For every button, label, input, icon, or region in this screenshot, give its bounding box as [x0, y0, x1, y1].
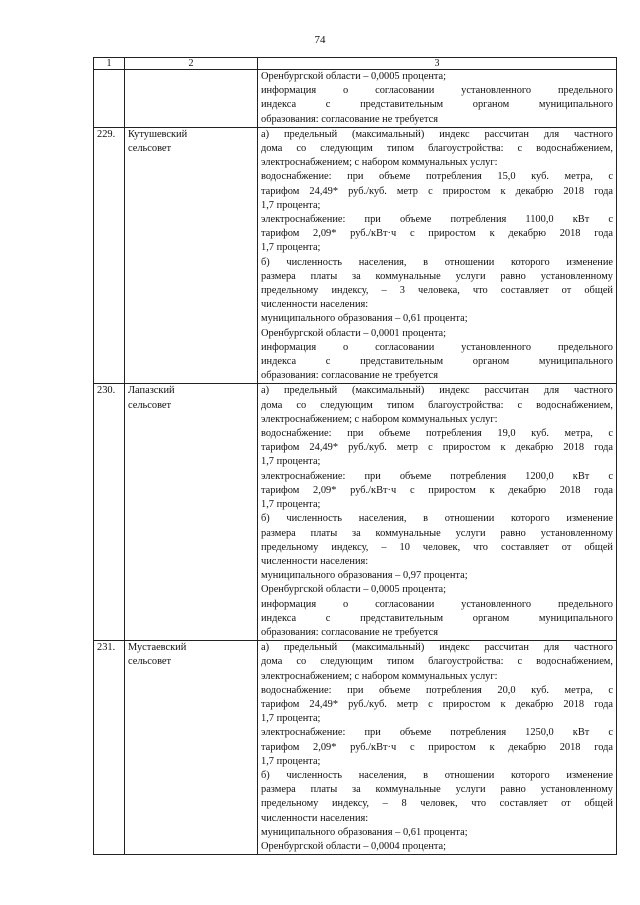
description-line: индекса с представительным органом муниципального: [261, 99, 613, 111]
municipality-name-line: Лапазский: [128, 385, 175, 397]
description-line: 1,7 процента;: [261, 713, 321, 725]
description-line: водоснабжение: при объеме потребления 19,0 куб. метра, с: [261, 428, 613, 440]
description-line: а) предельный (максимальный) индекс рассчитан для частного: [261, 385, 613, 397]
index-description: [258, 384, 617, 641]
municipality-name-line: сельсовет: [128, 143, 172, 155]
description-line: численности населения:: [261, 812, 369, 824]
description-line: размера платы за коммунальные услуги равно установленному: [261, 527, 613, 539]
row-number: 229.: [94, 127, 125, 384]
description-line: 1,7 процента;: [261, 456, 321, 468]
description-line: предельному индексу, – 3 человека, что составляет от общей: [261, 285, 613, 297]
table-row: [94, 70, 617, 128]
description-line: 1,7 процента;: [261, 755, 321, 767]
description-line: индекса с представительным органом муниципального: [261, 356, 613, 368]
header-col-1: 1: [94, 58, 125, 70]
table-row: [94, 641, 617, 855]
description-line: образования: согласование не требуется: [261, 626, 439, 638]
description-line: информация о согласовании установленного предельного: [261, 598, 613, 610]
municipality-name-line: сельсовет: [128, 656, 172, 668]
description-line: а) предельный (максимальный) индекс рассчитан для частного: [261, 128, 613, 140]
municipality-name: [125, 384, 258, 641]
description-line: муниципального образования – 0,97 процента;: [261, 570, 468, 582]
row-number: [94, 70, 125, 128]
description-line: тарифом 24,49* руб./куб. метр с приростом к декабрю 2018 года: [261, 698, 613, 710]
table-row: [94, 384, 617, 641]
description-line: тарифом 24,49* руб./куб. метр с приростом к декабрю 2018 года: [261, 185, 613, 197]
description-line: тарифом 24,49* руб./куб. метр с приростом к декабрю 2018 года: [261, 442, 613, 454]
table-body: [94, 58, 617, 855]
description-line: тарифом 2,09* руб./кВт·ч с приростом к декабрю 2018 года: [261, 741, 613, 753]
index-description: [258, 70, 617, 128]
municipality-name: [125, 127, 258, 384]
header-row: [94, 58, 617, 70]
description-line: муниципального образования – 0,61 процента;: [261, 313, 468, 325]
description-line: размера платы за коммунальные услуги равно установленному: [261, 784, 613, 796]
index-description: [258, 127, 617, 384]
header-col-2: 2: [125, 58, 258, 70]
row-number: 231.: [94, 641, 125, 855]
municipality-name-line: сельсовет: [128, 399, 172, 411]
description-line: электроснабжение: при объеме потребления 1200,0 кВт с: [261, 470, 613, 482]
description-line: 1,7 процента;: [261, 199, 321, 211]
municipality-name: [125, 641, 258, 855]
description-line: тарифом 2,09* руб./кВт·ч с приростом к декабрю 2018 года: [261, 484, 613, 496]
description-line: б) численность населения, в отношении которого изменение: [261, 513, 613, 525]
description-line: электроснабжение: при объеме потребления 1250,0 кВт с: [261, 727, 613, 739]
description-line: водоснабжение: при объеме потребления 20,0 куб. метра, с: [261, 684, 613, 696]
description-line: электроснабжением; с набором коммунальных услуг:: [261, 157, 498, 169]
description-line: предельному индексу, – 8 человек, что составляет от общей: [261, 798, 613, 810]
table-row: [94, 127, 617, 384]
description-line: тарифом 2,09* руб./кВт·ч с приростом к декабрю 2018 года: [261, 228, 613, 240]
description-line: дома со следующим типом благоустройства: с водоснабжением,: [261, 656, 613, 668]
index-description: [258, 641, 617, 855]
description-line: численности населения:: [261, 555, 369, 567]
description-line: 1,7 процента;: [261, 499, 321, 511]
description-line: электроснабжение: при объеме потребления 1100,0 кВт с: [261, 214, 613, 226]
description-line: Оренбургской области – 0,0001 процента;: [261, 327, 447, 339]
municipality-name-line: Мустаевский: [128, 642, 187, 654]
page-number: 74: [314, 34, 326, 46]
description-line: образования: согласование не требуется: [261, 113, 439, 125]
description-line: Оренбургской области – 0,0005 процента;: [261, 71, 447, 82]
description-line: образования: согласование не требуется: [261, 370, 439, 382]
description-line: численности населения:: [261, 299, 369, 311]
municipality-name: [125, 70, 258, 128]
description-line: электроснабжением; с набором коммунальных услуг:: [261, 670, 498, 682]
description-line: индекса с представительным органом муниципального: [261, 612, 613, 624]
description-line: предельному индексу, – 10 человек, что составляет от общей: [261, 541, 613, 553]
description-line: Оренбургской области – 0,0005 процента;: [261, 584, 447, 596]
row-number: 230.: [94, 384, 125, 641]
description-line: дома со следующим типом благоустройства: с водоснабжением,: [261, 143, 613, 155]
municipality-name-line: Кутушевский: [128, 128, 188, 140]
description-line: б) численность населения, в отношении которого изменение: [261, 769, 613, 781]
header-col-3: 3: [258, 58, 617, 70]
description-line: муниципального образования – 0,61 процента;: [261, 826, 468, 838]
description-line: электроснабжением; с набором коммунальных услуг:: [261, 413, 498, 425]
description-line: информация о согласовании установленного предельного: [261, 341, 613, 353]
description-line: информация о согласовании установленного предельного: [261, 85, 613, 97]
document-table: [93, 57, 617, 855]
description-line: дома со следующим типом благоустройства: с водоснабжением,: [261, 399, 613, 411]
description-line: б) численность населения, в отношении которого изменение: [261, 256, 613, 268]
description-line: 1,7 процента;: [261, 242, 321, 254]
description-line: а) предельный (максимальный) индекс рассчитан для частного: [261, 642, 613, 654]
description-line: водоснабжение: при объеме потребления 15,0 куб. метра, с: [261, 171, 613, 183]
description-line: размера платы за коммунальные услуги равно установленному: [261, 270, 613, 282]
description-line: Оренбургской области – 0,0004 процента;: [261, 840, 447, 852]
